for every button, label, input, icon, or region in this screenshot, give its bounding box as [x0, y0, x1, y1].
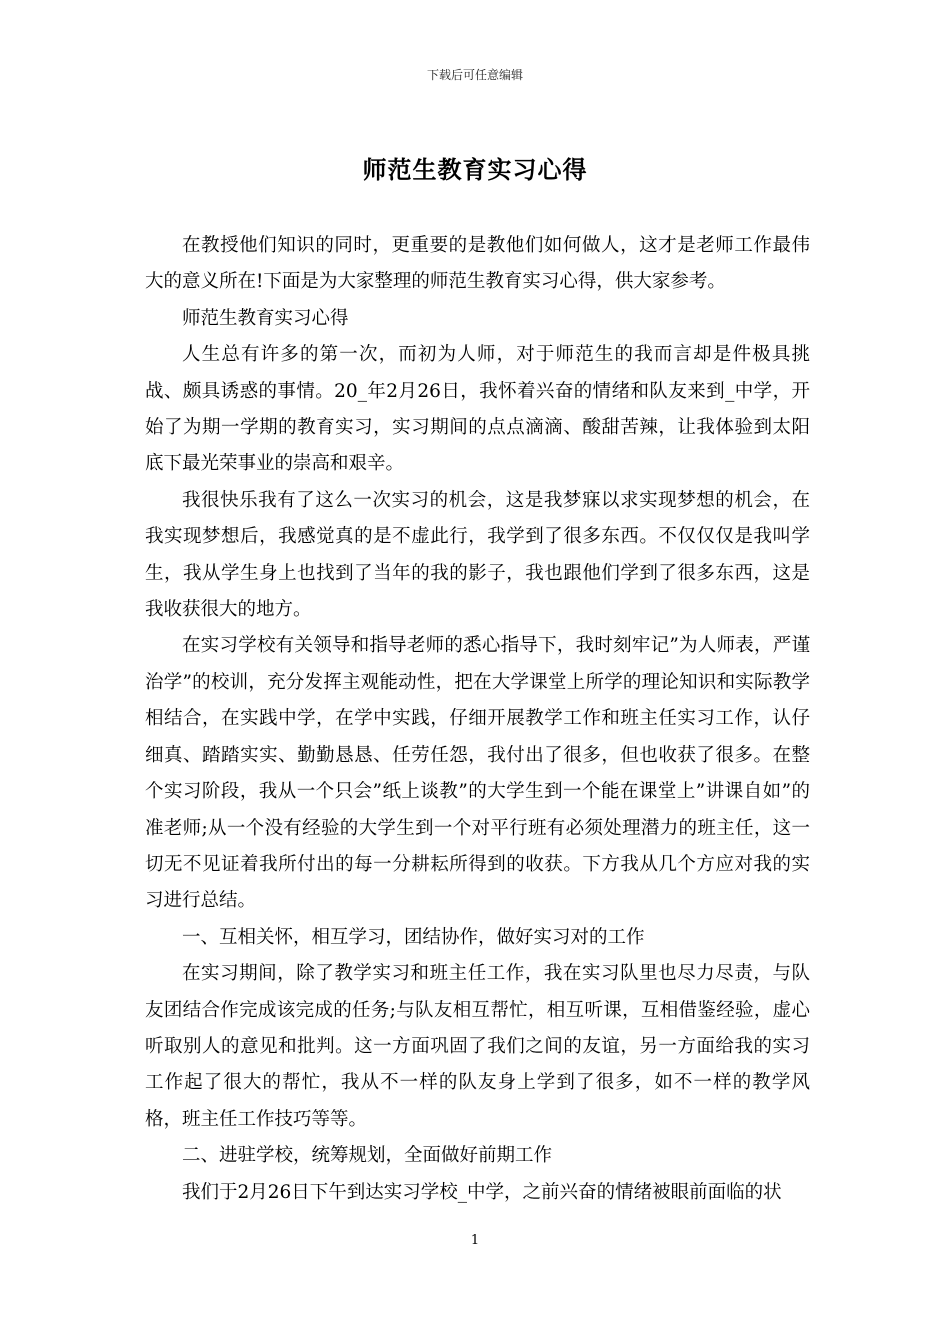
section-heading: 二、进驻学校，统筹规划，全面做好前期工作: [182, 1145, 553, 1167]
paragraph: 我很快乐我有了这么一次实习的机会，这是我梦寐以求实现梦想的机会，在我实现梦想后，我感觉真的是不虚此行，我学到了很多东西。不仅仅仅是我叫学生，我从学生身上也找到了当年的我的影子，我也跟他们学到了很多东西，这是我收获很大的地方。: [145, 489, 810, 621]
paragraph: 人生总有许多的第一次，而初为人师，对于师范生的我而言却是件极具挑战、颇具诱惑的事情。20_年2月26日，我怀着兴奋的情绪和队友来到_中学，开始了为期一学期的教育实习，实习期间的点点滴滴、酸甜苦辣，让我体验到太阳底下最光荣事业的崇高和艰辛。: [145, 344, 810, 475]
section-heading: 师范生教育实习心得: [182, 307, 349, 329]
section-heading: 一、互相关怀，相互学习，团结协作，做好实习对的工作: [182, 926, 645, 948]
page-title: 师范生教育实习心得: [362, 155, 588, 184]
document-body: [145, 228, 810, 1211]
paragraph: 在实习期间，除了教学实习和班主任工作，我在实习队里也尽力尽责，与队友团结合作完成该完成的任务;与队友相互帮忙，相互听课，互相借鉴经验，虚心听取别人的意见和批判。这一方面巩固了我们之间的友谊，另一方面给我的实习工作起了很大的帮忙，我从不一样的队友身上学到了很多，如不一样的教学风格，班主任工作技巧等等。: [145, 963, 810, 1130]
paragraph: 在实习学校有关领导和指导老师的悉心指导下，我时刻牢记”为人师表，严谨治学”的校训，充分发挥主观能动性，把在大学课堂上所学的理论知识和实际教学相结合，在实践中学，在学中实践，仔细开展教学工作和班主任实习工作，认仔细真、踏踏实实、勤勤恳恳、任劳任怨，我付出了很多，但也收获了很多。在整个实习阶段，我从一个只会”纸上谈教”的大学生到一个能在课堂上”讲课自如”的准老师;从一个没有经验的大学生到一个对平行班有必须处理潜力的班主任，这一切无不见证着我所付出的每一分耕耘所得到的收获。下方我从几个方应对我的实习进行总结。: [145, 635, 810, 912]
paragraph: 在教授他们知识的同时，更重要的是教他们如何做人，这才是老师工作最伟大的意义所在!下面是为大家整理的师范生教育实习心得，供大家参考。: [145, 235, 810, 293]
header-note: 下载后可任意编辑: [426, 68, 523, 82]
page-number: 1: [470, 1233, 480, 1248]
paragraph: 我们于2月26日下午到达实习学校_中学，之前兴奋的情绪被眼前面临的状: [182, 1181, 782, 1203]
